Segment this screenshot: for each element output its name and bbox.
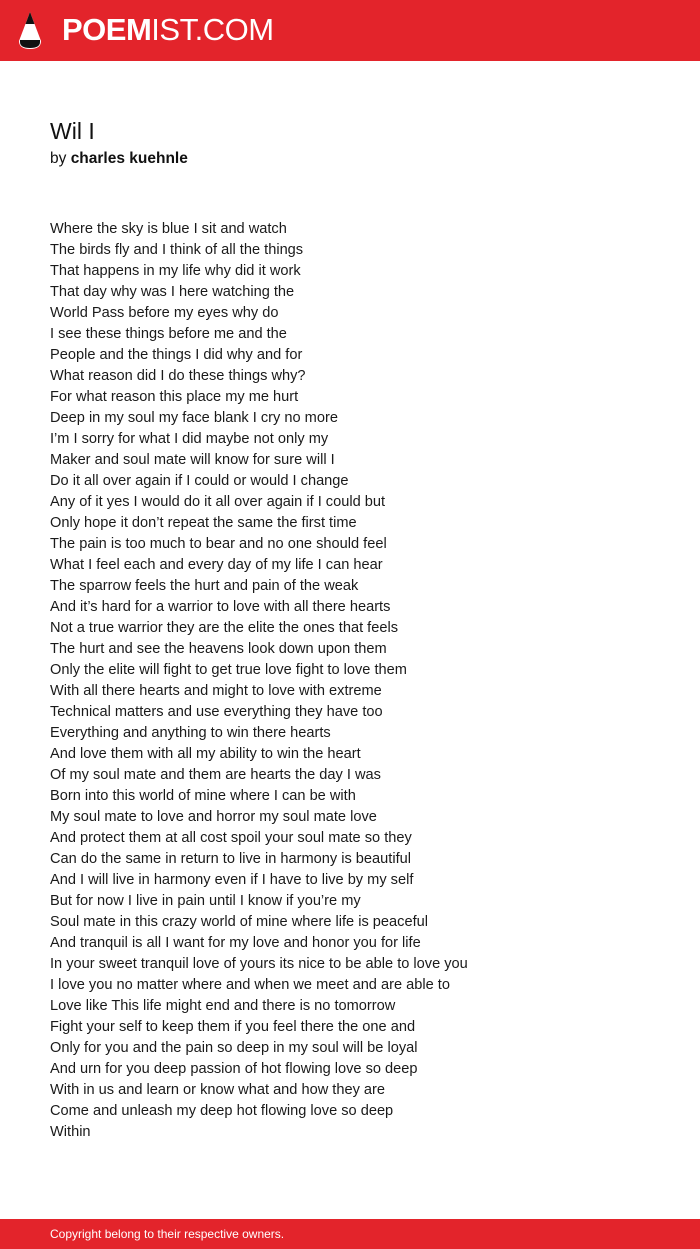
pencil-tip-icon[interactable] (18, 11, 42, 51)
poem-line: Technical matters and use everything they have too (50, 704, 383, 720)
poem-line: And love them with all my ability to win the heart (50, 746, 361, 762)
poem-line: Maker and soul mate will know for sure will I (50, 452, 335, 468)
poem-line: And it’s hard for a warrior to love with all there hearts (50, 599, 391, 615)
byline (50, 149, 188, 169)
poem-line: And I will live in harmony even if I have to live by my self (50, 872, 414, 888)
poem-line: I love you no matter where and when we meet and are able to (50, 977, 450, 993)
poem-line: The birds fly and I think of all the things (50, 242, 304, 258)
poem-line: Born into this world of mine where I can be with (50, 788, 356, 804)
poem-line: With in us and learn or know what and how they are (50, 1082, 386, 1098)
poem-line: That happens in my life why did it work (50, 263, 301, 279)
poem-line: I see these things before me and the (50, 326, 287, 342)
brand-light-text: IST.COM (151, 12, 274, 47)
poem-line: World Pass before my eyes why do (50, 305, 279, 321)
poem-line: Any of it yes I would do it all over again if I could but (50, 494, 386, 510)
copyright-text: Copyright belong to their respective owners. (50, 1227, 285, 1241)
poem-line: With all there hearts and might to love with extreme (50, 683, 382, 699)
by-label: by (50, 150, 67, 167)
poem-line: People and the things I did why and for (50, 347, 303, 363)
site-logo-text[interactable] (62, 12, 274, 48)
poem-line: Where the sky is blue I sit and watch (50, 221, 287, 237)
poem-line: Soul mate in this crazy world of mine where life is peaceful (50, 914, 428, 930)
brand-bold-text: POEM (62, 12, 152, 47)
poem-line: But for now I live in pain until I know if you’re my (50, 893, 361, 909)
poem-line: In your sweet tranquil love of yours its nice to be able to love you (50, 956, 468, 972)
poem-line: Deep in my soul my face blank I cry no more (50, 410, 338, 426)
poem-line: Not a true warrior they are the elite the ones that feels (50, 620, 399, 636)
poem-line: Love like This life might end and there is no tomorrow (50, 998, 396, 1014)
poem-line: What I feel each and every day of my life I can hear (50, 557, 383, 573)
poem-line: The sparrow feels the hurt and pain of the weak (50, 578, 359, 594)
poem-line: Fight your self to keep them if you feel there the one and (50, 1019, 416, 1035)
poem-line: Can do the same in return to live in harmony is beautiful (50, 851, 411, 867)
site-header (0, 0, 700, 61)
poem-line: And urn for you deep passion of hot flowing love so deep (50, 1061, 418, 1077)
poem-line: Only hope it don’t repeat the same the first time (50, 515, 357, 531)
poem-line: Everything and anything to win there hearts (50, 725, 331, 741)
poem-line: And protect them at all cost spoil your soul mate so they (50, 830, 412, 846)
poem-line: I’m I sorry for what I did maybe not only my (50, 431, 329, 447)
poem-line: Of my soul mate and them are hearts the day I was (50, 767, 381, 783)
poem-line: Only the elite will fight to get true love fight to love them (50, 662, 407, 678)
poem-line: The hurt and see the heavens look down upon them (50, 641, 387, 657)
poem-body (50, 219, 670, 1143)
poem-line: Only for you and the pain so deep in my soul will be loyal (50, 1040, 418, 1056)
poem-line: And tranquil is all I want for my love and honor you for life (50, 935, 421, 951)
poem-line: For what reason this place my me hurt (50, 389, 299, 405)
poem-line: Come and unleash my deep hot flowing love so deep (50, 1103, 394, 1119)
poem-line: The pain is too much to bear and no one should feel (50, 536, 387, 552)
poem-line: Within (50, 1124, 91, 1140)
site-footer (0, 1219, 700, 1249)
poem-line: What reason did I do these things why? (50, 368, 306, 384)
poem-title: Wil I (50, 118, 95, 144)
poem-line: Do it all over again if I could or would I change (50, 473, 349, 489)
poem-line: That day why was I here watching the (50, 284, 295, 300)
poem-line: My soul mate to love and horror my soul mate love (50, 809, 377, 825)
author-name: charles kuehnle (70, 150, 188, 167)
